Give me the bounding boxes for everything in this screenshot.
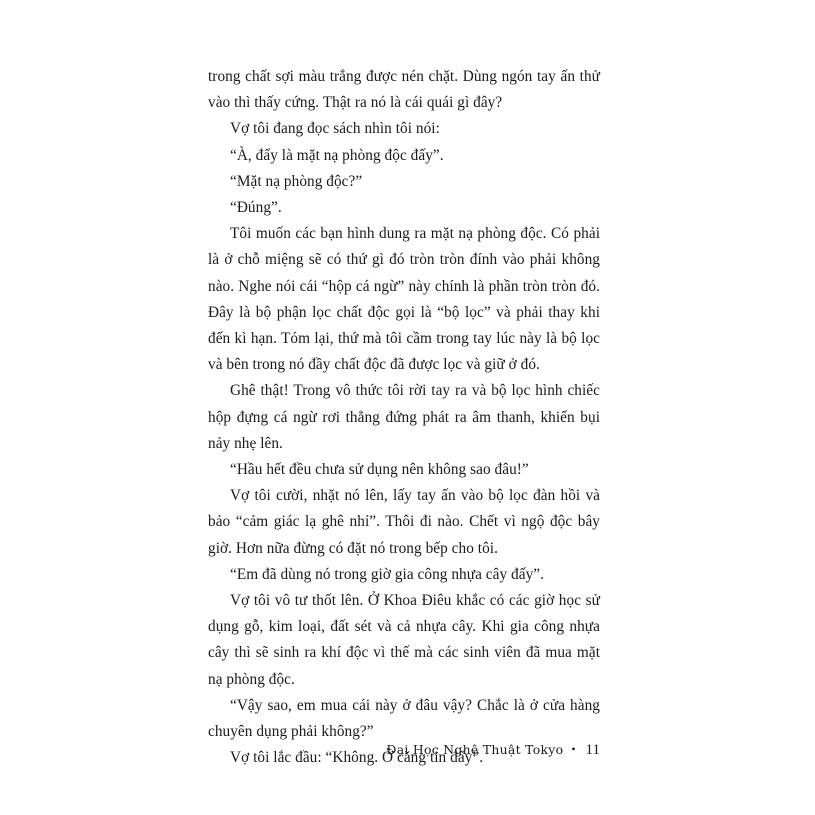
- paragraph: “Vậy sao, em mua cái này ở đâu vậy? Chắc là ở cửa hàng chuyên dụng phải không?”: [208, 696, 600, 741]
- paragraph: “À, đấy là mặt nạ phòng độc đấy”.: [230, 146, 444, 164]
- page-number: 11: [585, 742, 600, 758]
- paragraph: Vợ tôi đang đọc sách nhìn tôi nói:: [230, 120, 440, 138]
- paragraph: Vợ tôi vô tư thốt lên. Ở Khoa Điêu khắc có các giờ học sử dụng gỗ, kim loại, đất sét và cả nhựa cây. Khi gia công nhựa cây thì sẽ sinh ra khí độc vì thế mà các sinh viên đã mua mặt nạ phòng độc.: [208, 592, 600, 688]
- page-footer: [208, 742, 600, 759]
- paragraph: “Đúng”.: [230, 199, 282, 217]
- body-text-column: [208, 64, 600, 771]
- paragraph: Tôi muốn các bạn hình dung ra mặt nạ phòng độc. Có phải là ở chỗ miệng sẽ có thứ gì đó tròn tròn đính vào phải không nào. Nghe nói cái “hộp cá ngừ” này chính là phần tròn tròn đó. Đây là bộ phận lọc chất độc gọi là “bộ lọc” và phải thay khi đến kì hạn. Tóm lại, thứ mà tôi cầm trong tay lúc này là bộ lọc và bên trong nó đầy chất độc đã được lọc và giữ ở đó.: [208, 225, 600, 374]
- footer-separator: •: [571, 742, 576, 756]
- paragraph: “Hầu hết đều chưa sử dụng nên không sao đâu!”: [230, 461, 529, 479]
- paragraph: Vợ tôi lắc đầu: “Không. Ở căng tin đấy”.: [230, 749, 484, 767]
- footer-book-title: Đại Học Nghệ Thuật Tokyo: [386, 742, 564, 757]
- paragraph: Ghê thật! Trong vô thức tôi rời tay ra và bộ lọc hình chiếc hộp đựng cá ngừ rơi thẳng đứng phát ra âm thanh, khiến bụi nảy nhẹ lên.: [208, 382, 600, 452]
- paragraph: Vợ tôi cười, nhặt nó lên, lấy tay ấn vào bộ lọc đàn hồi và bảo “cảm giác lạ ghê nhỉ”. Thôi đi nào. Chết vì ngộ độc bây giờ. Hơn nữa đừng có đặt nó trong bếp cho tôi.: [208, 487, 600, 557]
- paragraph: “Mặt nạ phòng độc?”: [230, 172, 363, 190]
- paragraph: “Em đã dùng nó trong giờ gia công nhựa cây đấy”.: [230, 565, 545, 583]
- paragraph: trong chất sợi màu trắng được nén chặt. Dùng ngón tay ấn thử vào thì thấy cứng. Thật ra nó là cái quái gì đây?: [208, 68, 600, 112]
